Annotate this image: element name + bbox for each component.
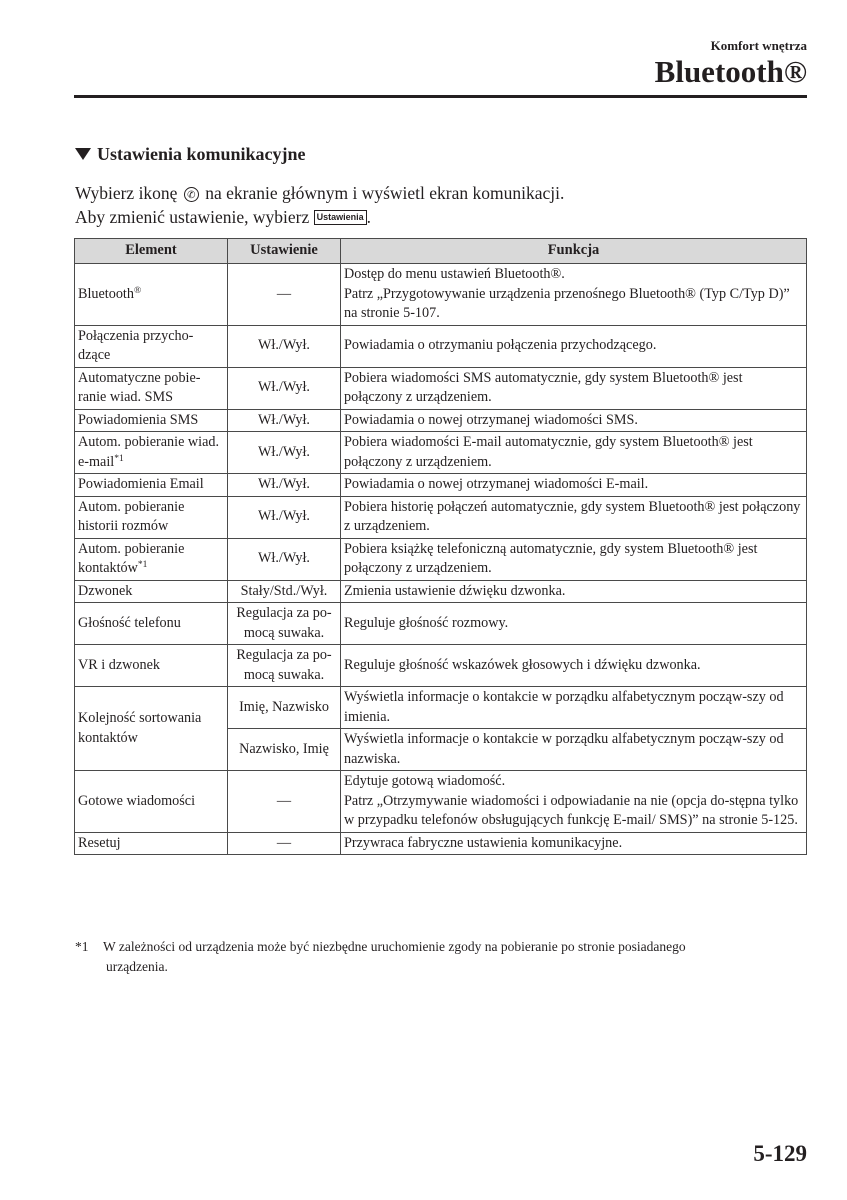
settings-button-label: Ustawienia: [314, 210, 367, 225]
cell-element: Autom. pobieranie wiad. e-mail$^{*1}$: [75, 432, 228, 474]
cell-element: Powiadomienia Email: [75, 474, 228, 497]
cell-function: Wyświetla informacje o kontakcie w porządku alfabetycznym począw-szy od nazwiska.: [341, 729, 807, 771]
cell-function: Pobiera książkę telefoniczną automatycznie, gdy system Bluetooth® jest połączony z urządzeniem.: [341, 538, 807, 580]
cell-setting: Stały/Std./Wył.: [228, 580, 341, 603]
header-function: Funkcja: [341, 239, 807, 264]
phone-icon: ✆: [184, 187, 199, 202]
table-row: [75, 474, 807, 497]
table-row: [75, 645, 807, 687]
section-heading: [75, 144, 306, 165]
cell-function: Przywraca fabryczne ustawienia komunikacyjne.: [341, 832, 807, 855]
cell-setting: Nazwisko, Imię: [228, 729, 341, 771]
cell-function: Reguluje głośność wskazówek głosowych i dźwięku dzwonka.: [341, 645, 807, 687]
cell-function: Powiadamia o nowej otrzymanej wiadomości SMS.: [341, 409, 807, 432]
table-row: [75, 432, 807, 474]
page-number: 5-129: [753, 1141, 807, 1166]
header-setting: Ustawienie: [228, 239, 341, 264]
table-row: [75, 832, 807, 855]
settings-table: [74, 238, 807, 855]
cell-element: Głośność telefonu: [75, 603, 228, 645]
table-row: [75, 409, 807, 432]
header-divider: [74, 95, 807, 98]
cell-element: Autom. pobieranie kontaktów$^{*1}$: [75, 538, 228, 580]
footnote: [75, 937, 810, 977]
cell-element: Gotowe wiadomości: [75, 771, 228, 833]
cell-setting: Wł./Wył.: [228, 474, 341, 497]
cell-function: Reguluje głośność rozmowy.: [341, 603, 807, 645]
cell-setting: —: [228, 771, 341, 833]
cell-setting: Regulacja za po-mocą suwaka.: [228, 645, 341, 687]
footnote-text-cont: urządzenia.: [106, 959, 168, 974]
table-row: [75, 687, 807, 729]
header-element: Element: [75, 239, 228, 264]
table-row: [75, 603, 807, 645]
table-row: [75, 771, 807, 833]
intro-line-2: Aby zmienić ustawienie, wybierz Ustawienia .: [75, 207, 372, 227]
section-title: Ustawienia komunikacyjne: [97, 144, 306, 164]
table-header-row: [75, 239, 807, 264]
cell-setting: Wł./Wył.: [228, 325, 341, 367]
table-row: [75, 496, 807, 538]
cell-setting: Wł./Wył.: [228, 432, 341, 474]
table-row: [75, 367, 807, 409]
intro-line-1: Wybierz ikonę ✆ na ekranie głównym i wyświetl ekran komunikacji.: [75, 183, 565, 203]
cell-element: Powiadomienia SMS: [75, 409, 228, 432]
cell-function: Pobiera wiadomości SMS automatycznie, gdy system Bluetooth® jest połączony z urządzeniem.: [341, 367, 807, 409]
cell-setting: Wł./Wył.: [228, 538, 341, 580]
intro-text: [75, 181, 564, 229]
cell-setting: Regulacja za po-mocą suwaka.: [228, 603, 341, 645]
cell-setting: Wł./Wył.: [228, 367, 341, 409]
cell-function: Edytuje gotową wiadomość. Patrz „Otrzymywanie wiadomości i odpowiadanie na nie (opcja do-stępna tylko w przypadku telefonów obsługujących funkcję E-mail/ SMS)” na stronie 5-125.: [341, 771, 807, 833]
chapter-title: Bluetooth®: [654, 54, 807, 89]
table-row: [75, 580, 807, 603]
cell-element: Kolejność sortowania kontaktów: [75, 687, 228, 771]
cell-setting: Wł./Wył.: [228, 496, 341, 538]
footnote-text: W zależności od urządzenia może być niezbędne uruchomienie zgody na pobieranie po stronie posiadanego: [103, 939, 686, 954]
cell-setting: Wł./Wył.: [228, 409, 341, 432]
cell-element: Bluetooth®: [75, 264, 228, 326]
footnote-mark: *1: [75, 939, 89, 954]
cell-function: Zmienia ustawienie dźwięku dzwonka.: [341, 580, 807, 603]
cell-element: Automatyczne pobie-ranie wiad. SMS: [75, 367, 228, 409]
cell-function: Pobiera historię połączeń automatycznie, gdy system Bluetooth® jest połączony z urządzeniem.: [341, 496, 807, 538]
cell-element: VR i dzwonek: [75, 645, 228, 687]
triangle-down-icon: [75, 148, 91, 160]
cell-function: Wyświetla informacje o kontakcie w porządku alfabetycznym począw-szy od imienia.: [341, 687, 807, 729]
table-row: [75, 325, 807, 367]
cell-function: Pobiera wiadomości E-mail automatycznie, gdy system Bluetooth® jest połączony z urządzeniem.: [341, 432, 807, 474]
cell-function: Powiadamia o nowej otrzymanej wiadomości E-mail.: [341, 474, 807, 497]
cell-element: Połączenia przycho-dzące: [75, 325, 228, 367]
table-row: [75, 264, 807, 326]
cell-element: Resetuj: [75, 832, 228, 855]
cell-function: Powiadamia o otrzymaniu połączenia przychodzącego.: [341, 325, 807, 367]
cell-function: Dostęp do menu ustawień Bluetooth®. Patrz „Przygotowywanie urządzenia przenośnego Bluetooth® (Typ C/Typ D)” na stronie 5-107.: [341, 264, 807, 326]
chapter-subtitle: Komfort wnętrza: [710, 38, 807, 53]
table-row: [75, 538, 807, 580]
cell-element: Autom. pobieranie historii rozmów: [75, 496, 228, 538]
cell-setting: —: [228, 832, 341, 855]
cell-setting: —: [228, 264, 341, 326]
cell-setting: Imię, Nazwisko: [228, 687, 341, 729]
cell-element: Dzwonek: [75, 580, 228, 603]
